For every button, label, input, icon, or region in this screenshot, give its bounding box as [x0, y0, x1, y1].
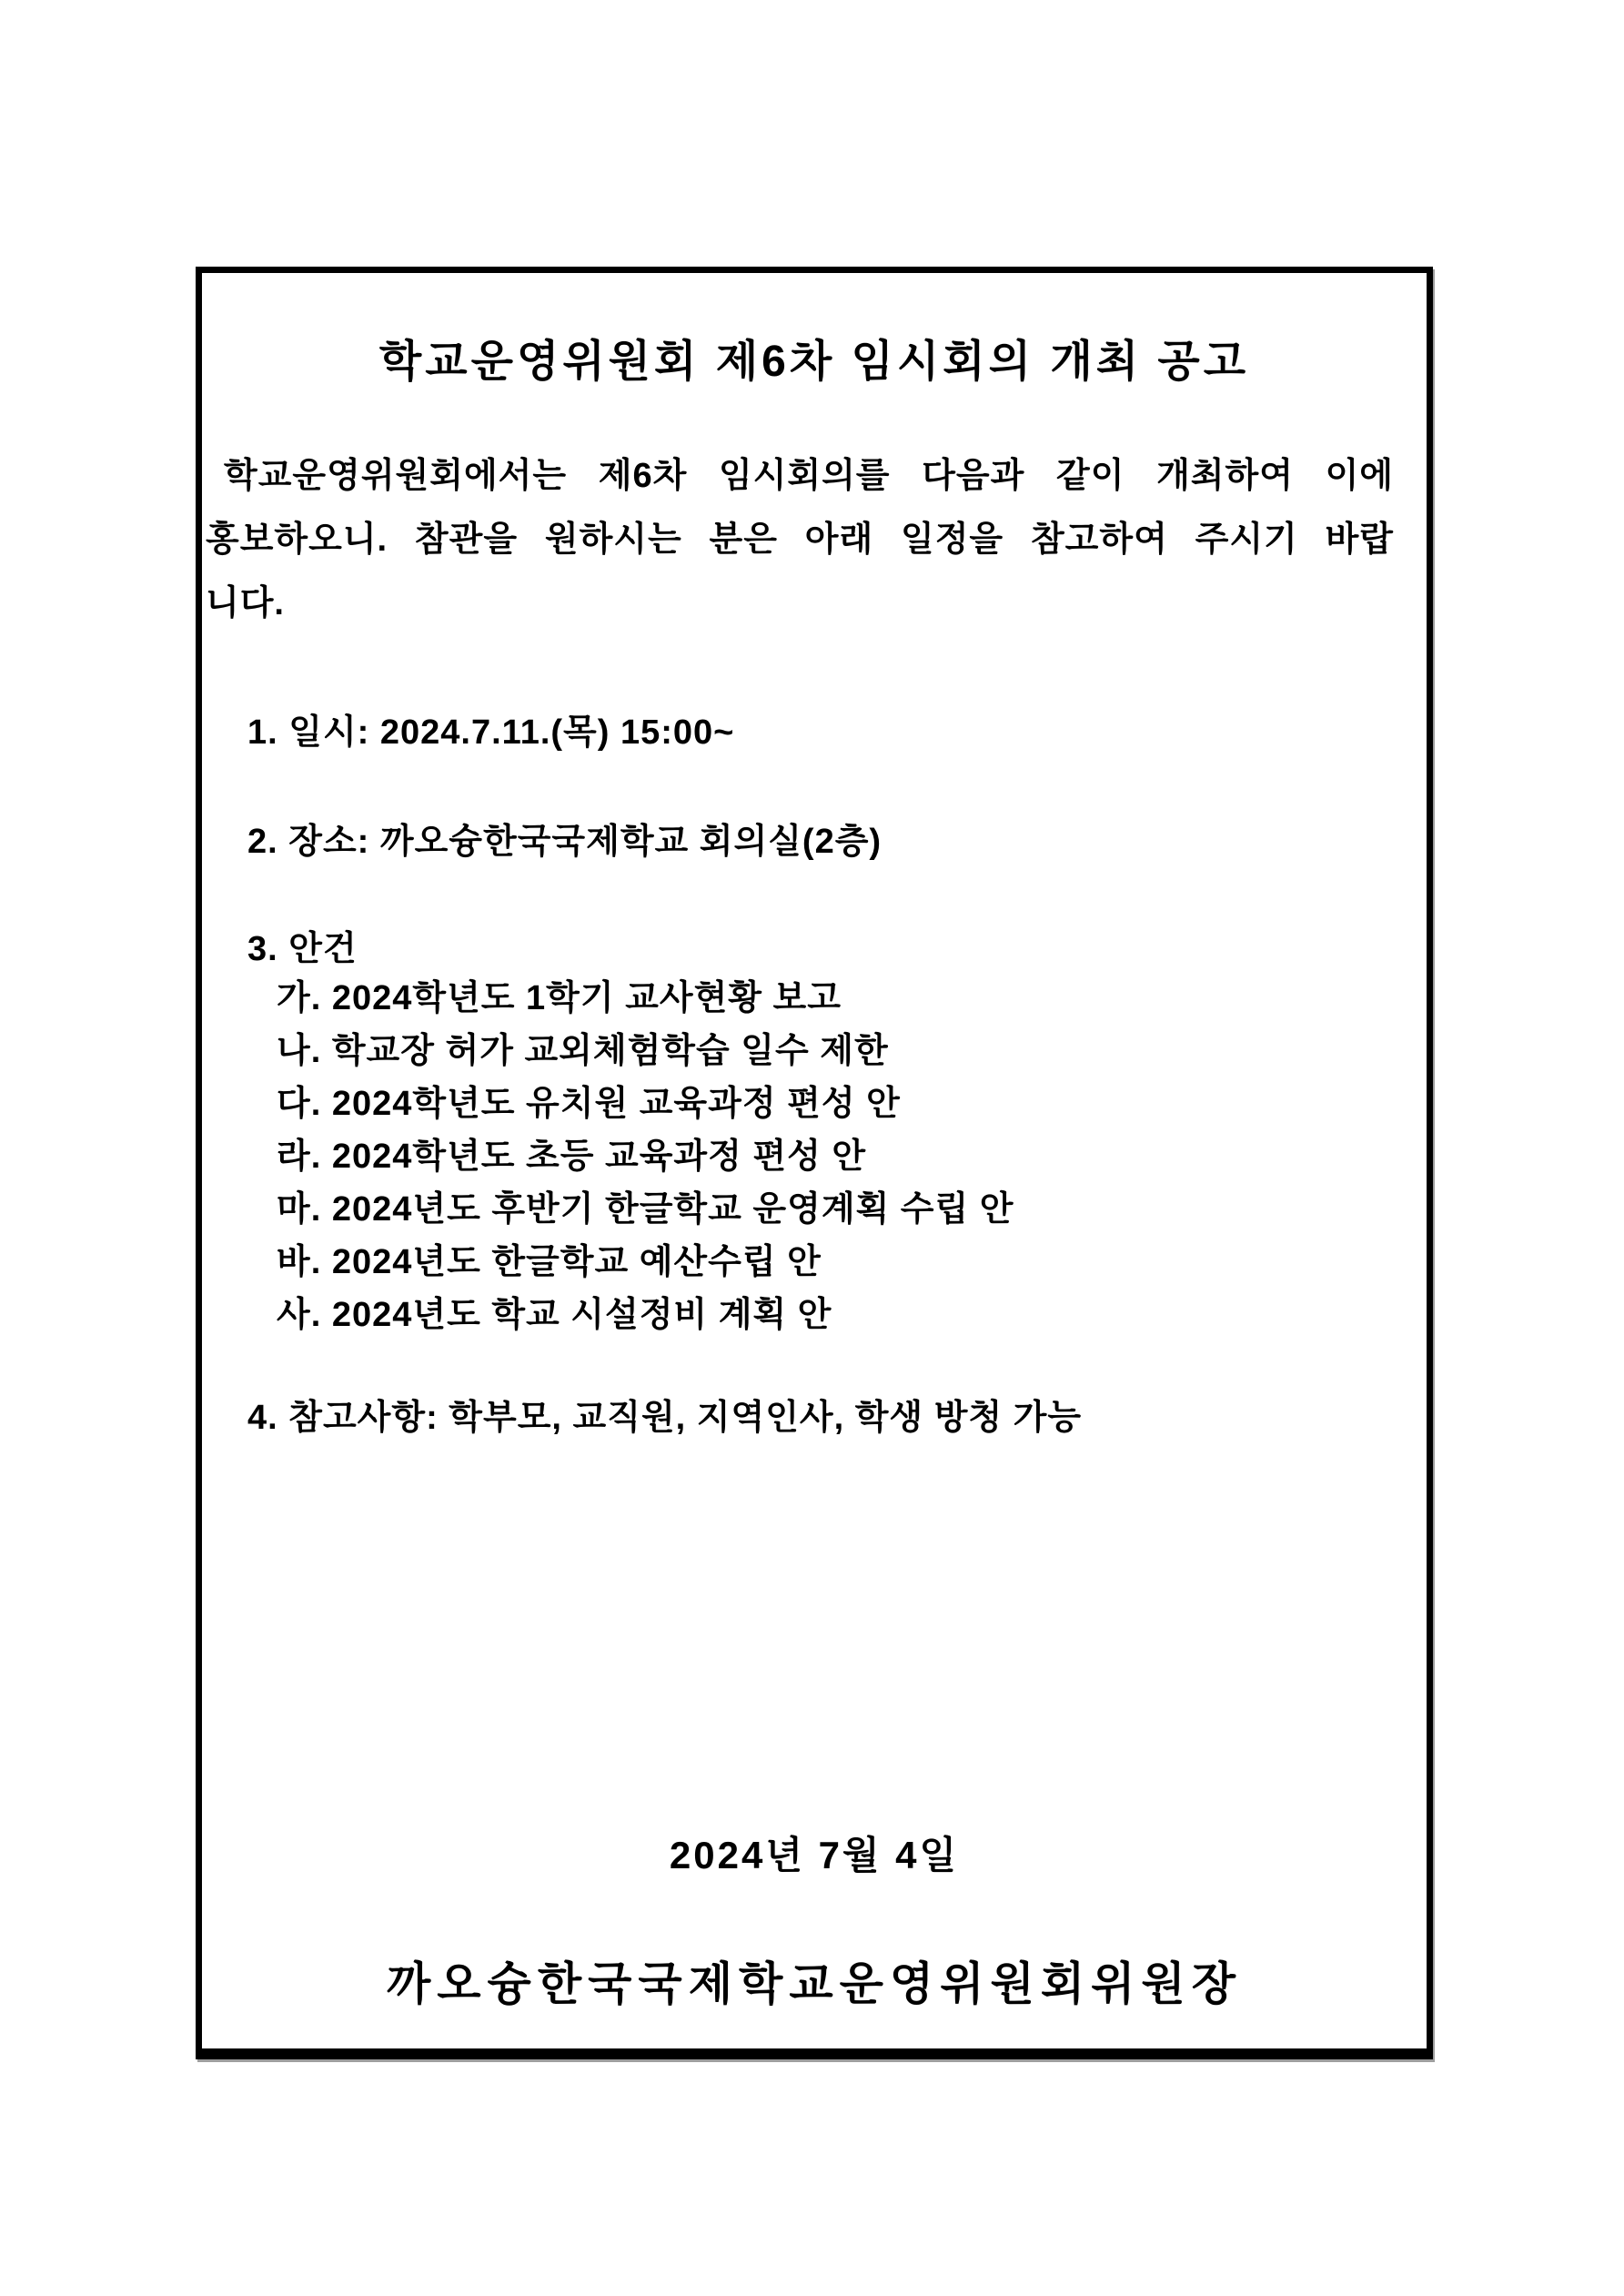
agenda-item: 라. 2024학년도 초등 교육과정 편성 안	[277, 1138, 867, 1176]
intro-line: 홍보하오니. 참관을 원하시는 분은 아래 일정을 참고하여 주시기 바랍	[206, 521, 1394, 559]
agenda-item: 마. 2024년도 후반기 한글학교 운영계획 수립 안	[277, 1190, 1014, 1229]
intro-paragraph	[206, 444, 1394, 635]
item-note: 4. 참고사항: 학부모, 교직원, 지역인사, 학생 방청 가능	[247, 1399, 1083, 1437]
item-datetime: 1. 일시: 2024.7.11.(목) 15:00~	[247, 713, 735, 752]
notice-border-frame	[196, 267, 1433, 2059]
page-title: 학교운영위원회 제6차 임시회의 개최 공고	[378, 338, 1250, 386]
item-agenda-header: 3. 안건	[247, 930, 358, 968]
agenda-item: 가. 2024학년도 1학기 교사현황 보고	[277, 979, 842, 1017]
item-location: 2. 장소: 까오슝한국국제학교 회의실(2층)	[247, 823, 883, 861]
intro-line: 니다.	[206, 584, 285, 622]
issuer-signature: 까오슝한국국제학교운영위원회위원장	[386, 1958, 1243, 2009]
agenda-item: 다. 2024학년도 유치원 교육과정 편성 안	[277, 1085, 901, 1123]
agenda-item: 바. 2024년도 한글학교 예산수립 안	[277, 1243, 822, 1281]
agenda-item: 나. 학교장 허가 교외체험학습 일수 제한	[277, 1032, 889, 1070]
agenda-item: 사. 2024년도 학교 시설정비 계획 안	[277, 1296, 832, 1334]
issue-date: 2024년 7월 4일	[669, 1834, 960, 1876]
intro-line: 학교운영위원회에서는 제6차 임시회의를 다음과 같이 개최하여 이에	[224, 457, 1394, 495]
